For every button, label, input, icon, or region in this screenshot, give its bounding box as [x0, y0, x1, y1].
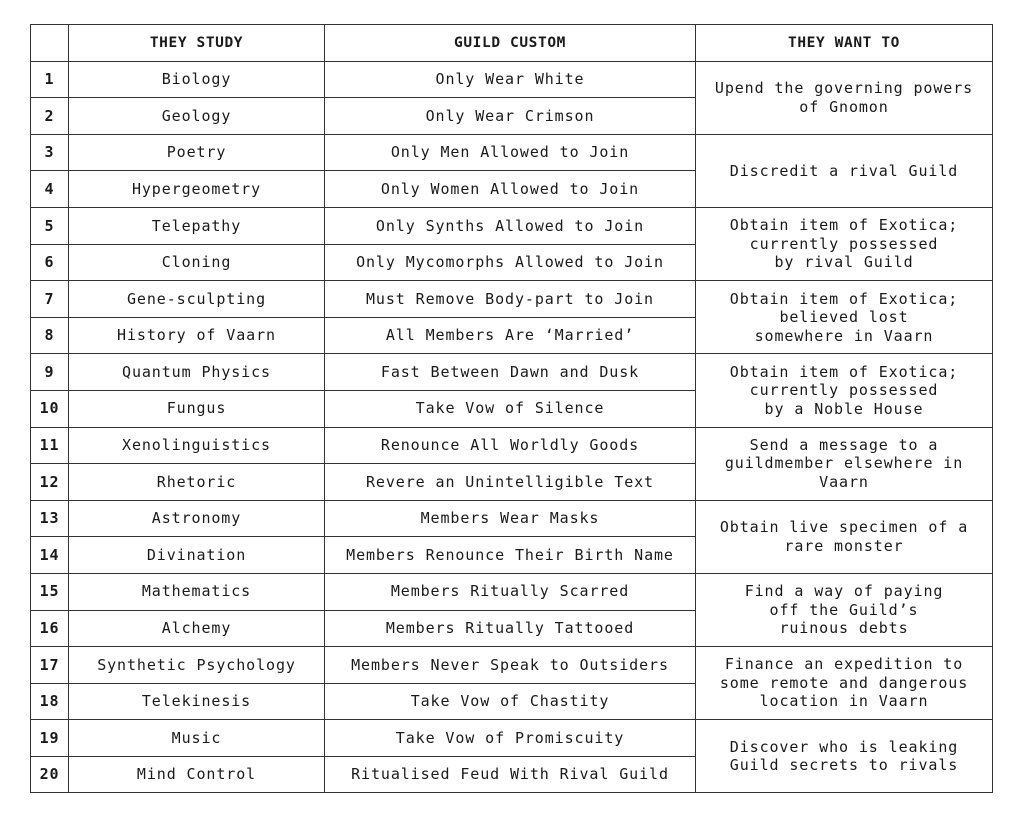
want-cell: Discredit a rival Guild	[696, 134, 993, 207]
custom-cell: Only Men Allowed to Join	[325, 134, 696, 171]
want-cell: Send a message to a guildmember elsewhere in Vaarn	[696, 427, 993, 500]
table-row	[31, 500, 993, 537]
row-number: 17	[31, 647, 69, 684]
custom-cell: Revere an Unintelligible Text	[325, 464, 696, 501]
study-cell: Mathematics	[69, 573, 325, 610]
header-guild-custom: GUILD CUSTOM	[325, 25, 696, 62]
header-they-study: THEY STUDY	[69, 25, 325, 62]
row-number: 19	[31, 720, 69, 757]
want-cell: Obtain item of Exotica; currently possessed by a Noble House	[696, 354, 993, 427]
custom-cell: Must Remove Body-part to Join	[325, 281, 696, 318]
custom-cell: Members Renounce Their Birth Name	[325, 537, 696, 574]
study-cell: Quantum Physics	[69, 354, 325, 391]
study-cell: Divination	[69, 537, 325, 574]
study-cell: Hypergeometry	[69, 171, 325, 208]
table-row	[31, 134, 993, 171]
want-cell: Finance an expedition to some remote and dangerous location in Vaarn	[696, 647, 993, 720]
study-cell: Cloning	[69, 244, 325, 281]
table-row	[31, 720, 993, 757]
want-cell: Find a way of paying off the Guild’s ruinous debts	[696, 573, 993, 646]
study-cell: Fungus	[69, 390, 325, 427]
row-number: 5	[31, 207, 69, 244]
custom-cell: Take Vow of Chastity	[325, 683, 696, 720]
custom-cell: Renounce All Worldly Goods	[325, 427, 696, 464]
row-number: 9	[31, 354, 69, 391]
custom-cell: Only Wear White	[325, 61, 696, 98]
want-cell: Obtain live specimen of a rare monster	[696, 500, 993, 573]
study-cell: Gene-sculpting	[69, 281, 325, 318]
row-number: 18	[31, 683, 69, 720]
row-number: 13	[31, 500, 69, 537]
row-number: 12	[31, 464, 69, 501]
row-number: 7	[31, 281, 69, 318]
custom-cell: Fast Between Dawn and Dusk	[325, 354, 696, 391]
custom-cell: Only Women Allowed to Join	[325, 171, 696, 208]
want-cell: Discover who is leaking Guild secrets to rivals	[696, 720, 993, 793]
study-cell: Alchemy	[69, 610, 325, 647]
row-number: 2	[31, 98, 69, 135]
study-cell: Music	[69, 720, 325, 757]
row-number: 4	[31, 171, 69, 208]
study-cell: Poetry	[69, 134, 325, 171]
study-cell: Telepathy	[69, 207, 325, 244]
row-number: 14	[31, 537, 69, 574]
study-cell: Rhetoric	[69, 464, 325, 501]
row-number: 8	[31, 317, 69, 354]
study-cell: Synthetic Psychology	[69, 647, 325, 684]
custom-cell: Members Wear Masks	[325, 500, 696, 537]
row-number: 10	[31, 390, 69, 427]
study-cell: Telekinesis	[69, 683, 325, 720]
row-number: 16	[31, 610, 69, 647]
custom-cell: Members Ritually Scarred	[325, 573, 696, 610]
row-number: 15	[31, 573, 69, 610]
table-row	[31, 207, 993, 244]
header-row	[31, 25, 993, 62]
study-cell: Geology	[69, 98, 325, 135]
want-cell: Obtain item of Exotica; currently possessed by rival Guild	[696, 207, 993, 280]
table-row	[31, 281, 993, 318]
row-number: 20	[31, 756, 69, 793]
custom-cell: Members Never Speak to Outsiders	[325, 647, 696, 684]
want-cell: Obtain item of Exotica; believed lost somewhere in Vaarn	[696, 281, 993, 354]
header-they-want-to: THEY WANT TO	[696, 25, 993, 62]
table-row	[31, 354, 993, 391]
custom-cell: Members Ritually Tattooed	[325, 610, 696, 647]
custom-cell: Take Vow of Promiscuity	[325, 720, 696, 757]
study-cell: History of Vaarn	[69, 317, 325, 354]
study-cell: Mind Control	[69, 756, 325, 793]
want-cell: Upend the governing powers of Gnomon	[696, 61, 993, 134]
custom-cell: Only Mycomorphs Allowed to Join	[325, 244, 696, 281]
table-row	[31, 427, 993, 464]
guild-table	[30, 24, 993, 793]
custom-cell: Only Synths Allowed to Join	[325, 207, 696, 244]
study-cell: Xenolinguistics	[69, 427, 325, 464]
row-number: 11	[31, 427, 69, 464]
table-row	[31, 647, 993, 684]
table-row	[31, 61, 993, 98]
table-row	[31, 573, 993, 610]
header-number	[31, 25, 69, 62]
custom-cell: All Members Are ‘Married’	[325, 317, 696, 354]
custom-cell: Only Wear Crimson	[325, 98, 696, 135]
custom-cell: Ritualised Feud With Rival Guild	[325, 756, 696, 793]
custom-cell: Take Vow of Silence	[325, 390, 696, 427]
row-number: 3	[31, 134, 69, 171]
study-cell: Biology	[69, 61, 325, 98]
row-number: 1	[31, 61, 69, 98]
study-cell: Astronomy	[69, 500, 325, 537]
row-number: 6	[31, 244, 69, 281]
